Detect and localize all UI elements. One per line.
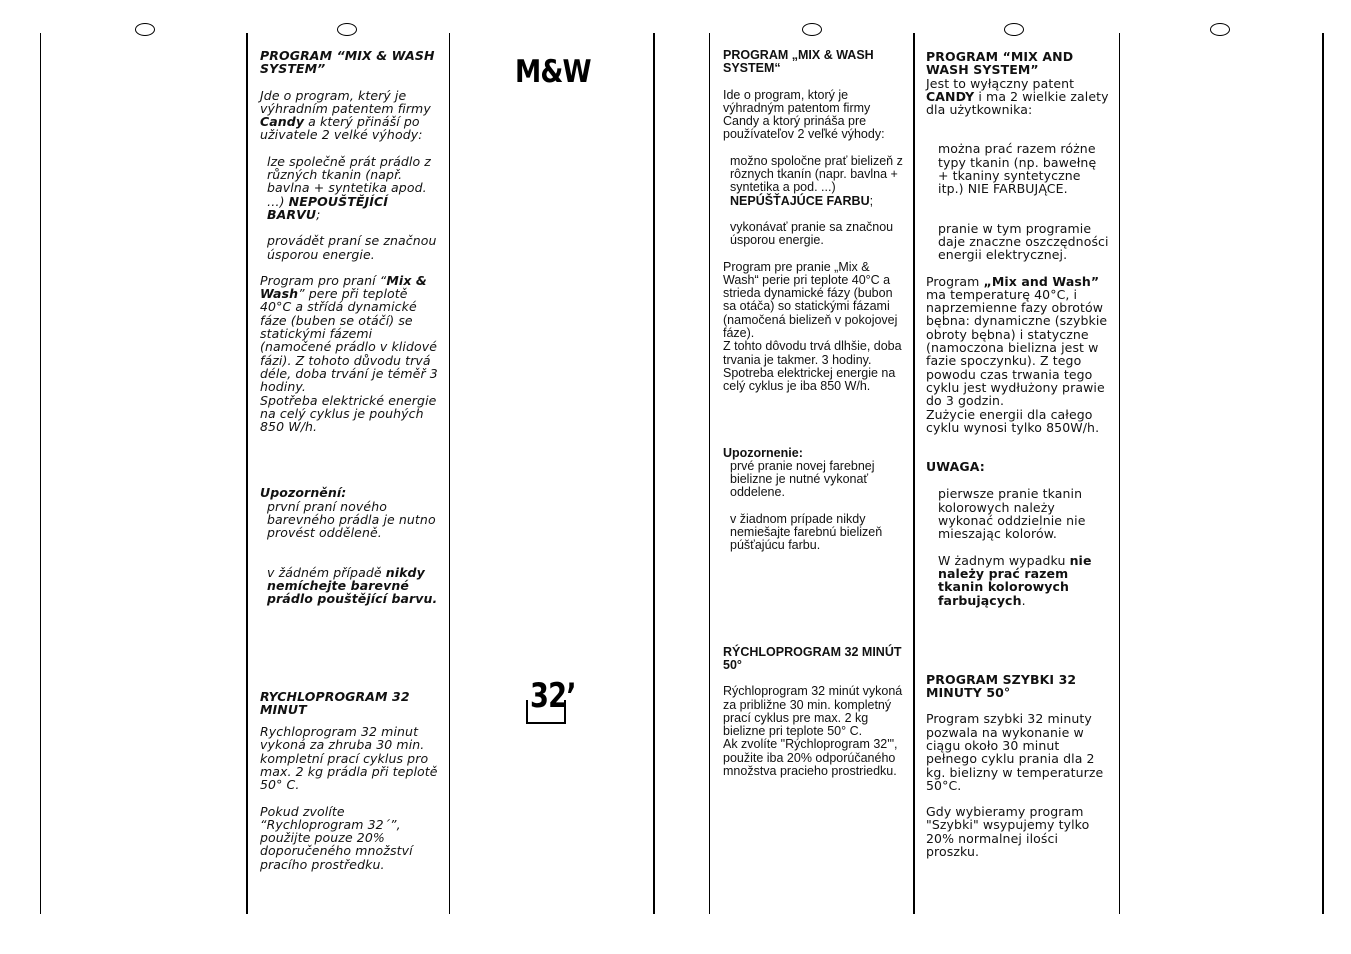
warning-text: W żadnym wypadku — [938, 552, 1070, 568]
program-name: Mix & Wash — [260, 272, 427, 302]
column-rule — [449, 33, 450, 914]
column-rule — [709, 33, 710, 914]
intro-text: a který přináší po uživatele 2 velké výhody: — [260, 114, 423, 143]
mix-wash-title-sk: PROGRAM „MIX & WASH SYSTEM“ — [723, 48, 874, 76]
mix-wash-benefit-1-sk — [723, 155, 905, 208]
mix-wash-description-sk: Program pre pranie „Mix & Wash“ perie pri teplote 40°C a strieda dynamické fázy (bubon sa otáča) so statickými fázami (namočená bielizeň v pokojovej fáze). — [723, 259, 898, 341]
column-rule — [913, 33, 915, 914]
warning-title-pl: UWAGA: — [926, 459, 985, 475]
mix-wash-description-cs — [260, 274, 442, 394]
benefit-text: možno spoločne prať bielizeň z rôznych tkanín (napr. bavlna + syntetika a pod. ...) — [730, 153, 903, 195]
mix-wash-intro-sk: Ide o program, ktorý je výhradným patentom firmy Candy a ktorý prináša pre používateľov 2 veľké výhody: — [723, 87, 885, 142]
quick-desc-2-cs: Pokud zvolíte “Rychloprogram 32´”, použijte pouze 20% doporučeného množství pracího prostředku. — [260, 803, 413, 872]
warning-emphasis: nikdy nemíchejte barevné prádlo pouštějící barvu. — [267, 564, 438, 607]
benefit-text: lze společně prát prádlo z různých tkanin (např. bavlna + syntetika apod. …) — [267, 153, 431, 209]
warning-emphasis: nie należy prać razem tkanin kolorowych farbujących — [938, 552, 1092, 608]
description-text: Program pro praní “ — [260, 272, 387, 288]
quick-desc-2-sk: Ak zvolíte "Rýchloprogram 32'", použite iba 20% odporúčaného množstva pracieho prostriedku. — [723, 737, 898, 778]
intro-text: Jde o program, který je výhradním patentem firmy — [260, 87, 431, 116]
warning-1-sk: prvé pranie novej farebnej bielizne je nutné vykonať oddelene. — [730, 458, 875, 500]
quick-desc-1-sk: Rýchloprogram 32 minút vykoná za približne 30 min. kompletný prací cyklus pre max. 2 kg bielizne pri teplote 50° C. — [723, 684, 903, 739]
column-rule — [1119, 33, 1120, 914]
mix-wash-intro-cs — [260, 89, 442, 142]
warning-2-pl — [926, 554, 1109, 607]
quick-desc-1-cs: Rychloprogram 32 minut vykoná za zhruba 30 min. kompletní prací cyklus pro max. 2 kg prádla při teplotě 50° C. — [260, 724, 438, 793]
quick-32-symbol — [524, 676, 576, 726]
mix-wash-title-pl: PROGRAM “MIX AND WASH SYSTEM” — [926, 49, 1074, 78]
warning-2-sk: v žiadnom prípade nikdy nemiešajte farebnú bielizeň púšťajúcu farbu. — [730, 511, 883, 553]
intro-text: Jest to wyłączny patent — [926, 75, 1075, 91]
mix-wash-intro-pl — [926, 77, 1109, 117]
mix-wash-energy-sk: Spotreba elektrickej energie na celý cyklus je iba 850 W/h. — [723, 365, 896, 394]
warning-1-cs: první praní nového barevného prádla je nutno provést odděleně. — [267, 498, 436, 541]
mix-wash-benefit-1-cs — [260, 155, 442, 221]
warning-2-cs — [260, 566, 442, 606]
program-name: „Mix and Wash” — [983, 273, 1100, 289]
quick-desc-2-pl: Gdy wybieramy program "Szybki" wsypujemy tylko 20% normalnej ilości proszku. — [926, 804, 1090, 860]
column-rule — [40, 33, 41, 914]
quick-32-label: 32’ — [530, 676, 576, 716]
description-text: Program — [926, 273, 984, 289]
description-text: ma temperaturę 40°C, i naprzemienne fazy obrotów bębna: dynamiczne (szybkie obroty bębna) i statyczne (namoczona bielizna jest w fazie spoczynku). Z tego powodu czas trwania tego cyklu jest wydłużony prawie do 3 godzin. — [926, 286, 1108, 409]
column-rule — [653, 33, 655, 914]
brand-name: Candy — [260, 114, 305, 130]
mix-wash-benefit-2-pl: pranie w tym programie daje znaczne oszczędności energii elektrycznej. — [938, 220, 1109, 263]
warning-text: . — [1021, 592, 1026, 608]
mix-wash-benefit-2-cs: provádět praní se značnou úsporou energie. — [267, 233, 437, 262]
mix-wash-title-cs: PROGRAM “MIX & WASH SYSTEM” — [260, 48, 435, 77]
brand-name: CANDY — [926, 88, 975, 104]
language-marker-oval — [337, 23, 357, 36]
mix-wash-benefit-1-pl: można prać razem różne typy tkanin (np. bawełnę + tkaniny syntetyczne itp.) NIE FARBUJĄCE. — [938, 141, 1097, 197]
language-marker-oval — [802, 23, 822, 36]
slovak-column — [723, 49, 905, 778]
quick-title-sk: RÝCHLOPROGRAM 32 MINÚT 50° — [723, 644, 902, 672]
mix-wash-description-pl — [926, 275, 1109, 408]
quick-desc-1-pl: Program szybki 32 minuty pozwala na wykonanie w ciągu około 30 minut pełnego cyklu prania dla 2 kg. bielizny w temperaturze 50°C. — [926, 711, 1104, 793]
mix-wash-benefit-2-sk: vykonávať pranie sa značnou úsporou energie. — [730, 219, 894, 248]
language-marker-oval — [1210, 23, 1230, 36]
quick-title-cs: RYCHLOPROGRAM 32 MINUT — [260, 688, 410, 717]
benefit-emphasis: NEPÚŠŤAJÚCE FARBU — [730, 193, 870, 208]
benefit-text: ; — [869, 193, 874, 208]
language-marker-oval — [1004, 23, 1024, 36]
quick-32-tub-icon — [526, 700, 566, 724]
warning-title-sk: Upozornenie: — [723, 445, 803, 460]
benefit-text: ; — [316, 206, 321, 222]
column-rule — [1322, 33, 1324, 914]
benefit-emphasis: NEPOUŠTĚJÍCÍ BARVU — [267, 193, 388, 222]
mix-wash-energy-cs: Spotřeba elektrické energie na celý cyklus je pouhých 850 W/h. — [260, 392, 437, 435]
czech-column — [260, 49, 442, 871]
polish-column — [926, 50, 1109, 858]
language-marker-oval — [135, 23, 155, 36]
warning-title-cs: Upozornění: — [260, 485, 347, 501]
mix-wash-duration-sk: Z tohto dôvodu trvá dlhšie, doba trvania je takmer. 3 hodiny. — [723, 339, 902, 367]
warning-text: v žádném případě — [267, 564, 386, 580]
description-text: ” pere při teplotě 40°C a střídá dynamické fáze (buben se otáčí) se statickými fázemi (namočené prádlo v klidové fázi). Z tohoto důvodu trvá déle, doba trvání je téměř 3 hodiny. — [260, 286, 438, 395]
intro-text: i ma 2 wielkie zalety dla użytkownika: — [926, 88, 1109, 118]
quick-title-pl: PROGRAM SZYBKI 32 MINUTY 50° — [926, 671, 1077, 701]
mix-wash-energy-pl: Zużycie energii dla całego cyklu wynosi tylko 850W/h. — [926, 406, 1100, 435]
warning-1-pl: pierwsze pranie tkanin kolorowych należy wykonać oddzielnie nie mieszając kolorów. — [938, 486, 1086, 542]
column-rule — [246, 33, 248, 914]
mix-wash-symbol: M&W — [515, 54, 591, 90]
